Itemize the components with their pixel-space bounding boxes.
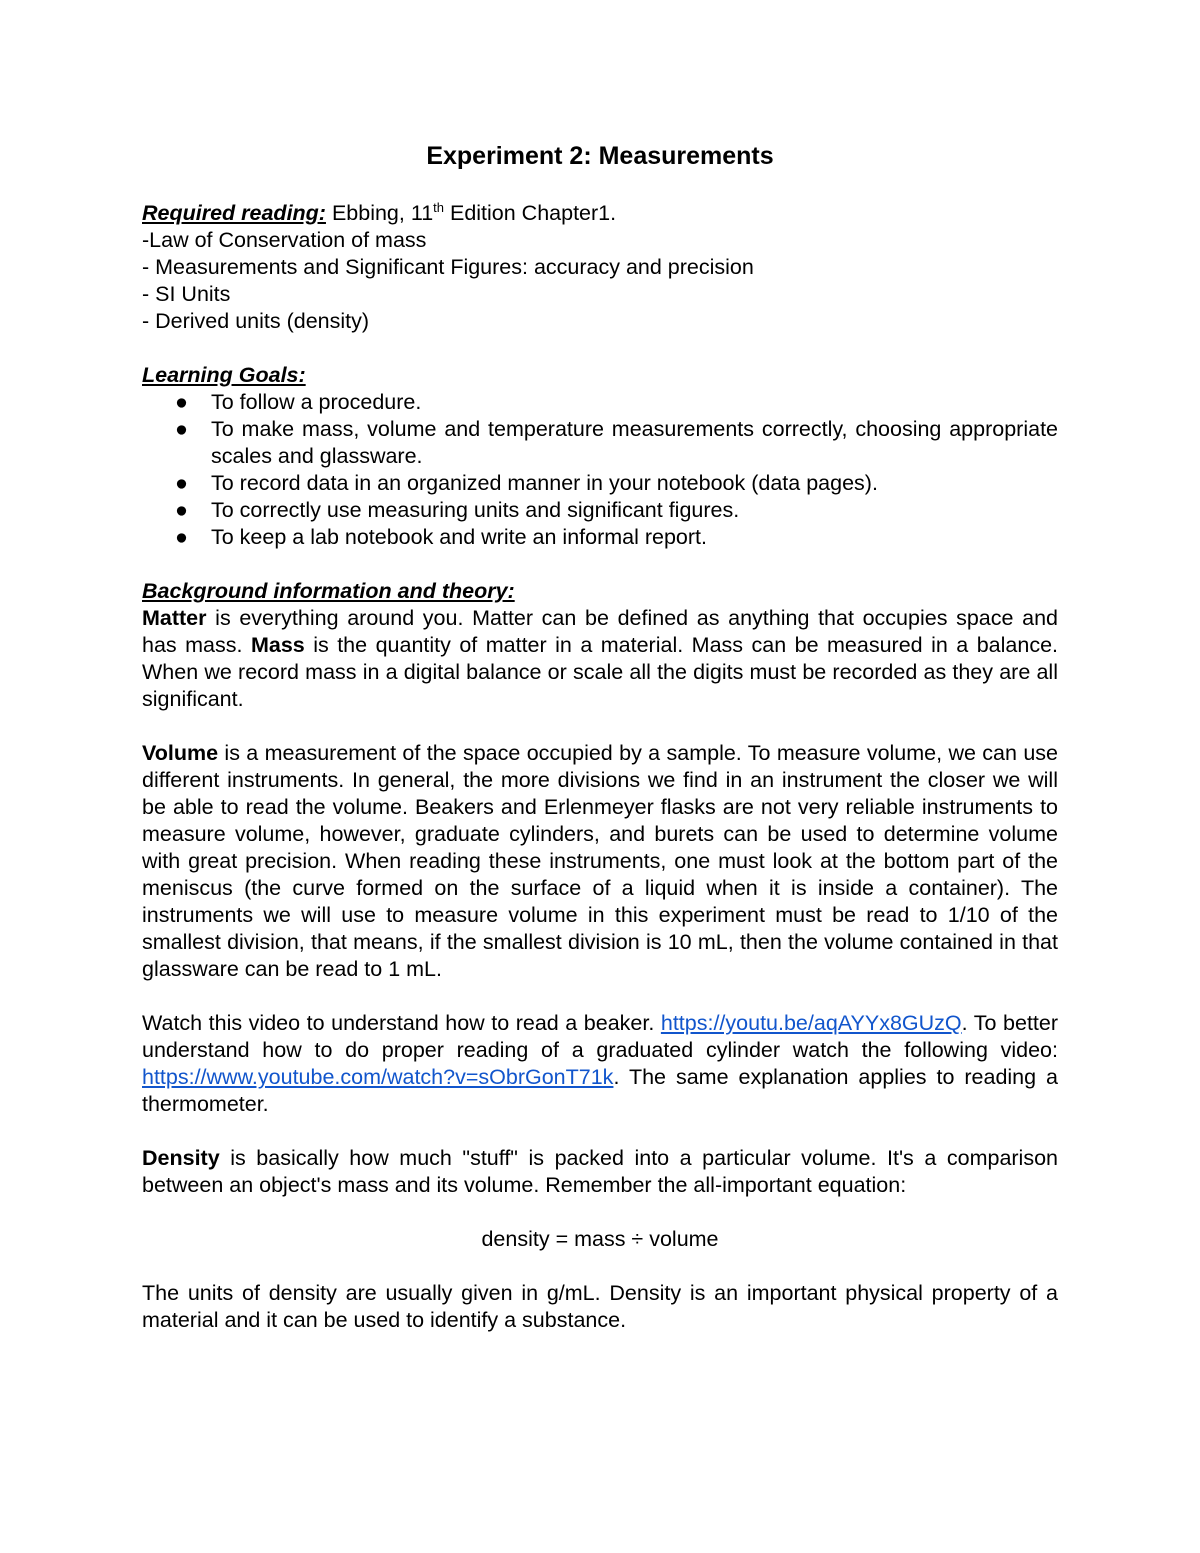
required-reading-item: - Measurements and Significant Figures: accuracy and precision — [142, 255, 754, 279]
list-item — [142, 416, 1058, 470]
required-reading-item: - SI Units — [142, 282, 231, 306]
edition-superscript: th — [433, 199, 444, 215]
goal-text: To record data in an organized manner in your notebook (data pages). — [211, 471, 878, 495]
spacer — [142, 713, 1058, 740]
required-reading-item: -Law of Conservation of mass — [142, 228, 427, 252]
required-reading-line — [142, 200, 1058, 227]
background-section — [142, 578, 1058, 1334]
volume-text: is a measurement of the space occupied by a sample. To measure volume, we can use different instruments. In general, the more divisions we find in an instrument the closer we will be able to read the volume. Beakers and Erlenmeyer flasks are not very reliable instruments to measure volume, however, graduate cylinders, and burets can be used to determine volume with great precision. When reading these instruments, one must look at the bottom part of the meniscus (the curve formed on the surface of a liquid when it is inside a container). The instruments we will use to measure volume in this experiment must be read to 1/10 of the smallest division, that means, if the smallest division is 10 mL, then the volume contained in that glassware can be read to 1 mL. — [142, 741, 1058, 981]
required-reading-heading: Required reading: — [142, 201, 326, 225]
mass-text: is the quantity of matter in a material. Mass can be measured in a balance. When we record mass in a digital balance or scale all the digits must be recorded as they are all significant. — [142, 633, 1059, 711]
required-reading-list — [142, 227, 1058, 335]
goal-text: To keep a lab notebook and write an informal report. — [211, 525, 707, 549]
volume-paragraph — [142, 740, 1058, 983]
document-page — [142, 138, 1058, 1334]
video-paragraph — [142, 1010, 1058, 1118]
density-paragraph — [142, 1145, 1058, 1199]
density-equation: density = mass ÷ volume — [481, 1227, 719, 1251]
list-item — [142, 470, 1058, 497]
spacer — [142, 983, 1058, 1010]
learning-goals-section — [142, 362, 1058, 551]
required-reading-item: - Derived units (density) — [142, 309, 370, 333]
bullet-icon: ● — [175, 498, 188, 522]
goal-text: To follow a procedure. — [211, 390, 422, 414]
bullet-icon: ● — [175, 471, 188, 495]
cylinder-video-link[interactable]: https://www.youtube.com/watch?v=sObrGonT71k — [142, 1065, 614, 1089]
bullet-icon: ● — [175, 390, 188, 414]
units-paragraph: The units of density are usually given in g/mL. Density is an important physical property of a material and it can be used to identify a substance. — [142, 1281, 1058, 1332]
spacer — [142, 1199, 1058, 1226]
required-reading-section — [142, 200, 1058, 335]
mass-term: Mass — [250, 633, 305, 657]
learning-goals-list — [142, 389, 1058, 551]
list-item — [142, 389, 1058, 416]
learning-goals-heading: Learning Goals: — [142, 363, 306, 387]
goal-text: To correctly use measuring units and significant figures. — [211, 498, 740, 522]
video-text: . To better understand how to do proper reading of a graduated cylinder watch the following video: — [142, 1011, 1059, 1062]
spacer — [142, 1253, 1058, 1280]
volume-term: Volume — [142, 741, 219, 765]
beaker-video-link[interactable]: https://youtu.be/aqAYYx8GUzQ — [660, 1011, 962, 1035]
video-text: Watch this video to understand how to read a beaker. — [142, 1011, 661, 1035]
matter-paragraph — [142, 605, 1058, 713]
spacer — [142, 335, 1058, 362]
matter-term: Matter — [142, 606, 207, 630]
page-title: Experiment 2: Measurements — [426, 142, 774, 170]
matter-text: is everything around you. Matter can be defined as anything that occupies space and has mass. — [142, 606, 1058, 657]
required-reading-text-end: Edition Chapter1. — [444, 201, 617, 225]
background-heading: Background information and theory: — [142, 579, 515, 603]
required-reading-text: Ebbing, 11 — [325, 201, 434, 225]
spacer — [142, 1118, 1058, 1145]
list-item — [142, 497, 1058, 524]
bullet-icon: ● — [175, 525, 188, 549]
goal-text: To make mass, volume and temperature measurements correctly, choosing appropriate scales and glassware. — [211, 417, 1058, 468]
spacer — [142, 551, 1058, 578]
density-text: is basically how much "stuff" is packed into a particular volume. It's a comparison between an object's mass and its volume. Remember the all-important equation: — [142, 1146, 1058, 1197]
density-term: Density — [142, 1146, 220, 1170]
bullet-icon: ● — [175, 417, 188, 441]
list-item — [142, 524, 1058, 551]
video-text: . The same explanation applies to reading a thermometer. — [142, 1065, 1058, 1116]
